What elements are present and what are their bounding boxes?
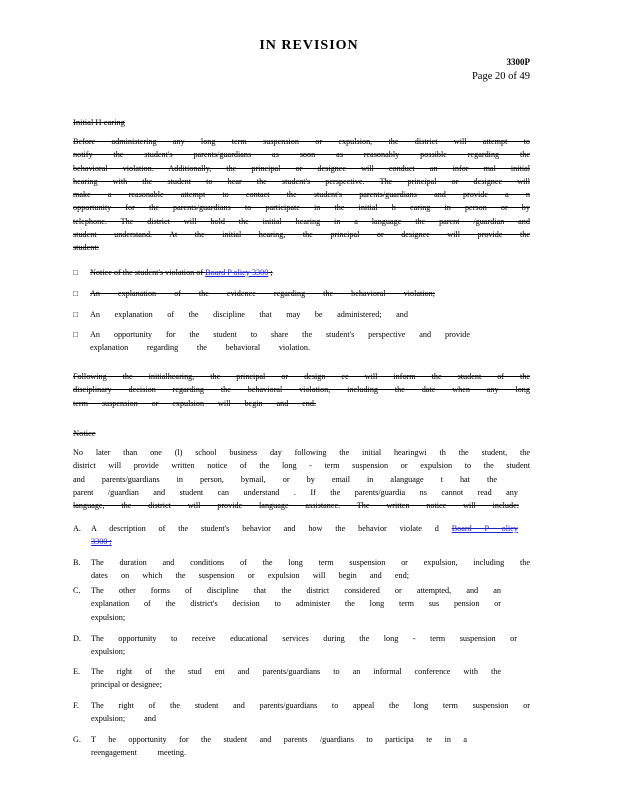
- text-line: explanation regarding the behavioral violation.: [90, 343, 310, 353]
- text-line: The right of the stud ent and parents/guardians to an informal conference with the: [91, 667, 501, 676]
- text-line: student:: [73, 243, 99, 253]
- bullet-icon: □: [73, 310, 78, 319]
- text-line: opportunity for the parents/guardians to participate in the initial h earing in person or by: [73, 203, 530, 213]
- item-label: E.: [73, 667, 81, 676]
- item-text: [91, 522, 530, 549]
- bullet-icon: □: [73, 330, 78, 339]
- text-line: district will provide written notice of the long - term suspension or expulsion to the student: [73, 461, 530, 471]
- text-line: hearing with the student to hear the student's perspective. The principal or designee will: [73, 176, 530, 186]
- text-line: The other forms of discipline that the district considered or attempted, and an: [91, 586, 501, 595]
- list-item: [73, 556, 530, 584]
- bullet-text-part: ;: [268, 268, 273, 277]
- initial-hearing-paragraph: [73, 135, 530, 255]
- text-line: behavioral violation. Additionally, the principal or designee will conduct an infor mal initial: [73, 163, 530, 173]
- text-line: T he opportunity for the student and parents /guardians to participa te in a: [91, 735, 467, 744]
- list-item: [73, 699, 530, 727]
- text-line: Following the initialhearing, the principal or design ee will inform the student of the: [73, 372, 530, 381]
- bullet-text: An explanation of the evidence regarding the behavioral violation;: [90, 289, 435, 298]
- text-line: No later than one (l) school business day following the initial hearingwi th the student, the: [73, 448, 530, 457]
- item-label: A.: [73, 524, 81, 533]
- bullet-item: [73, 328, 470, 356]
- board-policy-link-cont[interactable]: 3300 ;: [91, 537, 112, 547]
- text-line: make a reasonable attempt to contact the student's parents/guardians and provide a n: [73, 190, 530, 200]
- item-label: D.: [73, 634, 81, 643]
- bullet-item: [73, 266, 445, 280]
- text-line: The duration and conditions of the long term suspension or expulsion, including the: [91, 558, 530, 567]
- bullet-icon: □: [73, 268, 78, 277]
- following-paragraph: [73, 370, 530, 410]
- policy-code: 3300P: [506, 57, 530, 67]
- item-label: F.: [73, 701, 79, 710]
- bullet-text: An explanation of the discipline that may be administered; and: [90, 310, 408, 319]
- bullet-item: [73, 308, 445, 322]
- text-line: explanation of the district's decision to administer the long term sus pension or: [91, 599, 501, 609]
- text-line: dates on which the suspension or expulsion will begin and end;: [91, 571, 409, 581]
- item-label: B.: [73, 558, 81, 567]
- text-line: notify the student's parents/guardians as soon as reasonably possible regarding the: [73, 150, 530, 160]
- item-text: [91, 733, 530, 760]
- text-line: expulsion;: [91, 612, 126, 622]
- text-line: language, the district will provide language assistance. The written notice will include:: [73, 501, 519, 511]
- item-text: [91, 584, 530, 624]
- text-line: and parents/guardians in person, bymail, or by email in alanguage t hat the: [73, 474, 497, 484]
- list-item: [73, 733, 530, 761]
- page-number: Page 20 of 49: [471, 71, 530, 82]
- bullet-text-part: Notice of the student's violation of: [90, 268, 206, 277]
- text-line: student understand. At the initial hearing, the principal or designee will provide the: [73, 230, 530, 240]
- text-line: An opportunity for the student to share the student's perspective and provide: [90, 330, 470, 339]
- page-title: IN REVISION: [259, 38, 359, 53]
- item-text: [91, 699, 530, 726]
- text-line: expulsion; and: [91, 714, 156, 724]
- text-line: principal or designee;: [91, 680, 162, 690]
- text-line: term suspension or expulsion will begin and end.: [73, 398, 316, 408]
- notice-heading: Notice: [73, 428, 96, 438]
- board-policy-link[interactable]: Board P olicy 3300: [205, 268, 269, 277]
- bullet-icon: □: [73, 289, 78, 298]
- item-text: [91, 632, 530, 659]
- text-line: disciplinary decision regarding the behavioral violation, including the date when any long: [73, 385, 530, 395]
- text-line: The opportunity to receive educational services during the long - term suspension or: [91, 634, 517, 643]
- list-item: [73, 665, 530, 693]
- item-text: [91, 665, 530, 692]
- list-item: [73, 522, 530, 550]
- item-label: C.: [73, 586, 81, 595]
- board-policy-link[interactable]: Board P olicy: [451, 524, 519, 533]
- notice-paragraph: [73, 446, 530, 512]
- list-item: [73, 584, 530, 624]
- text-line: expulsion;: [91, 647, 126, 657]
- initial-hearing-heading: Initial H earing: [73, 117, 125, 127]
- text-line-part: A description of the student's behavior and how the behavior violate d: [91, 524, 452, 533]
- text-line: The right of the student and parents/guardians to appeal the long term suspension or: [91, 701, 530, 710]
- item-text: [91, 556, 530, 583]
- bullet-item: [73, 287, 445, 301]
- bullet-text: [90, 266, 445, 279]
- list-item: [73, 632, 530, 660]
- item-label: G.: [73, 735, 81, 744]
- text-line: parent /guardian and student can understand . If the parents/guardia ns cannot read any: [73, 487, 518, 497]
- text-line: telephone. The district will hold the initial hearing in a language the parent /guardian and: [73, 216, 530, 226]
- text-line: [91, 522, 518, 535]
- text-line: Before administering any long term suspension or expulsion, the district will attempt to: [73, 137, 530, 146]
- bullet-text: [90, 328, 470, 355]
- text-line: reengagement meeting.: [91, 748, 186, 758]
